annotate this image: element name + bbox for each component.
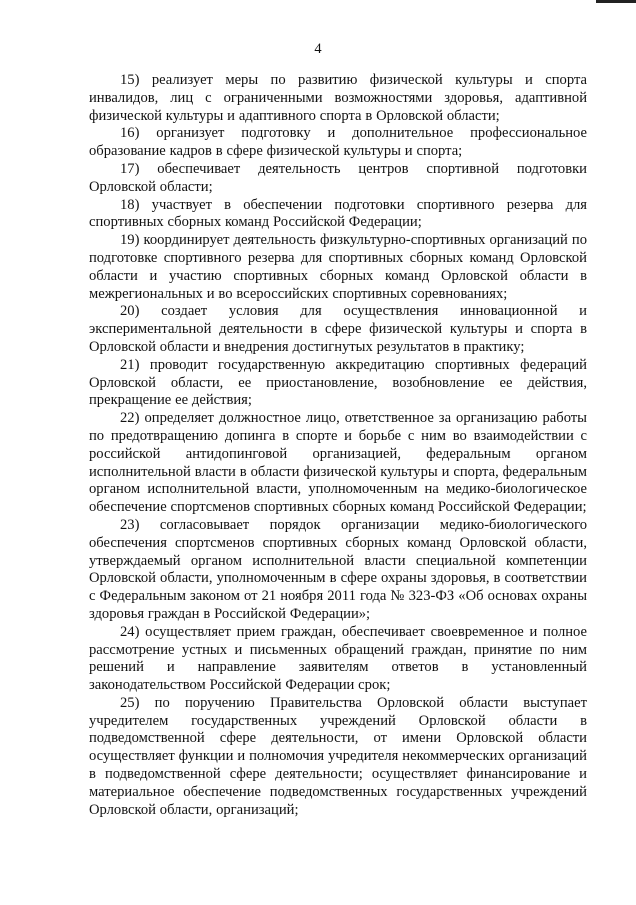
paragraph-item-15: 15) реализует меры по развитию физической культуры и спорта инвалидов, лиц с ограниченными возможностями здоровья, адаптивной физической культуры и адаптивного спорта в Орловской области; bbox=[89, 72, 587, 124]
paragraph-item-17: 17) обеспечивает деятельность центров спортивной подготовки Орловской области; bbox=[89, 160, 587, 195]
paragraph-item-20: 20) создает условия для осуществления инновационной и экспериментальной деятельности в сфере физической культуры и спорта в Орловской области и внедрения достигнутых результатов в практику; bbox=[89, 303, 587, 355]
paragraph-item-21: 21) проводит государственную аккредитацию спортивных федераций Орловской области, ее приостановление, возобновление ее действия, прекращение ее действия; bbox=[89, 356, 587, 409]
page-number: 4 bbox=[314, 41, 322, 57]
document-body bbox=[89, 72, 587, 819]
scan-corner-mark bbox=[596, 0, 636, 3]
paragraph-item-19: 19) координирует деятельность физкультурно-спортивных организаций по подготовке спортивного резерва для спортивных сборных команд Орловской области и участию спортивных сборных команд Орловской области в межрегиональных и во всероссийских спортивных соревнованиях; bbox=[89, 232, 587, 302]
paragraph-item-22: 22) определяет должностное лицо, ответственное за организацию работы по предотвращению допинга в спорте и борьбе с ним во взаимодействии с российской антидопинговой организацией, федеральным органом исполнительной власти в области физической культуры и спорта, федеральным органом исполнительной власти, уполномоченным на медико-биологическое обеспечение спортсменов спортивных сборных команд Российской Федерации; bbox=[89, 410, 587, 516]
paragraph-item-24: 24) осуществляет прием граждан, обеспечивает своевременное и полное рассмотрение устных и письменных обращений граждан, принятие по ним решений и направление заявителям ответов в установленный законодательством Российской Федерации срок; bbox=[89, 623, 587, 694]
paragraph-item-18: 18) участвует в обеспечении подготовки спортивного резерва для спортивных сборных команд Российской Федерации; bbox=[89, 196, 587, 231]
paragraph-item-25: 25) по поручению Правительства Орловской области выступает учредителем государственных учреждений Орловской области в подведомственной сфере деятельности, от имени Орловской области осуществляет функции и полномочия учредителя некоммерческих организаций в подведомственной сфере деятельности; осуществляет финансирование и материальное обеспечение подведомственных государственных учреждений Орловской области, организаций; bbox=[89, 694, 587, 818]
paragraph-item-23: 23) согласовывает порядок организации медико-биологического обеспечения спортсменов спортивных сборных команд Орловской области, утверждаемый органом исполнительной власти специальной компетенции Орловской области, уполномоченным в сфере охраны здоровья, в соответствии с Федеральным законом от 21 ноября 2011 года № 323-ФЗ «Об основах охраны здоровья граждан в Российской Федерации»; bbox=[89, 516, 587, 622]
paragraph-item-16: 16) организует подготовку и дополнительное профессиональное образование кадров в сфере физической культуры и спорта; bbox=[89, 125, 587, 160]
